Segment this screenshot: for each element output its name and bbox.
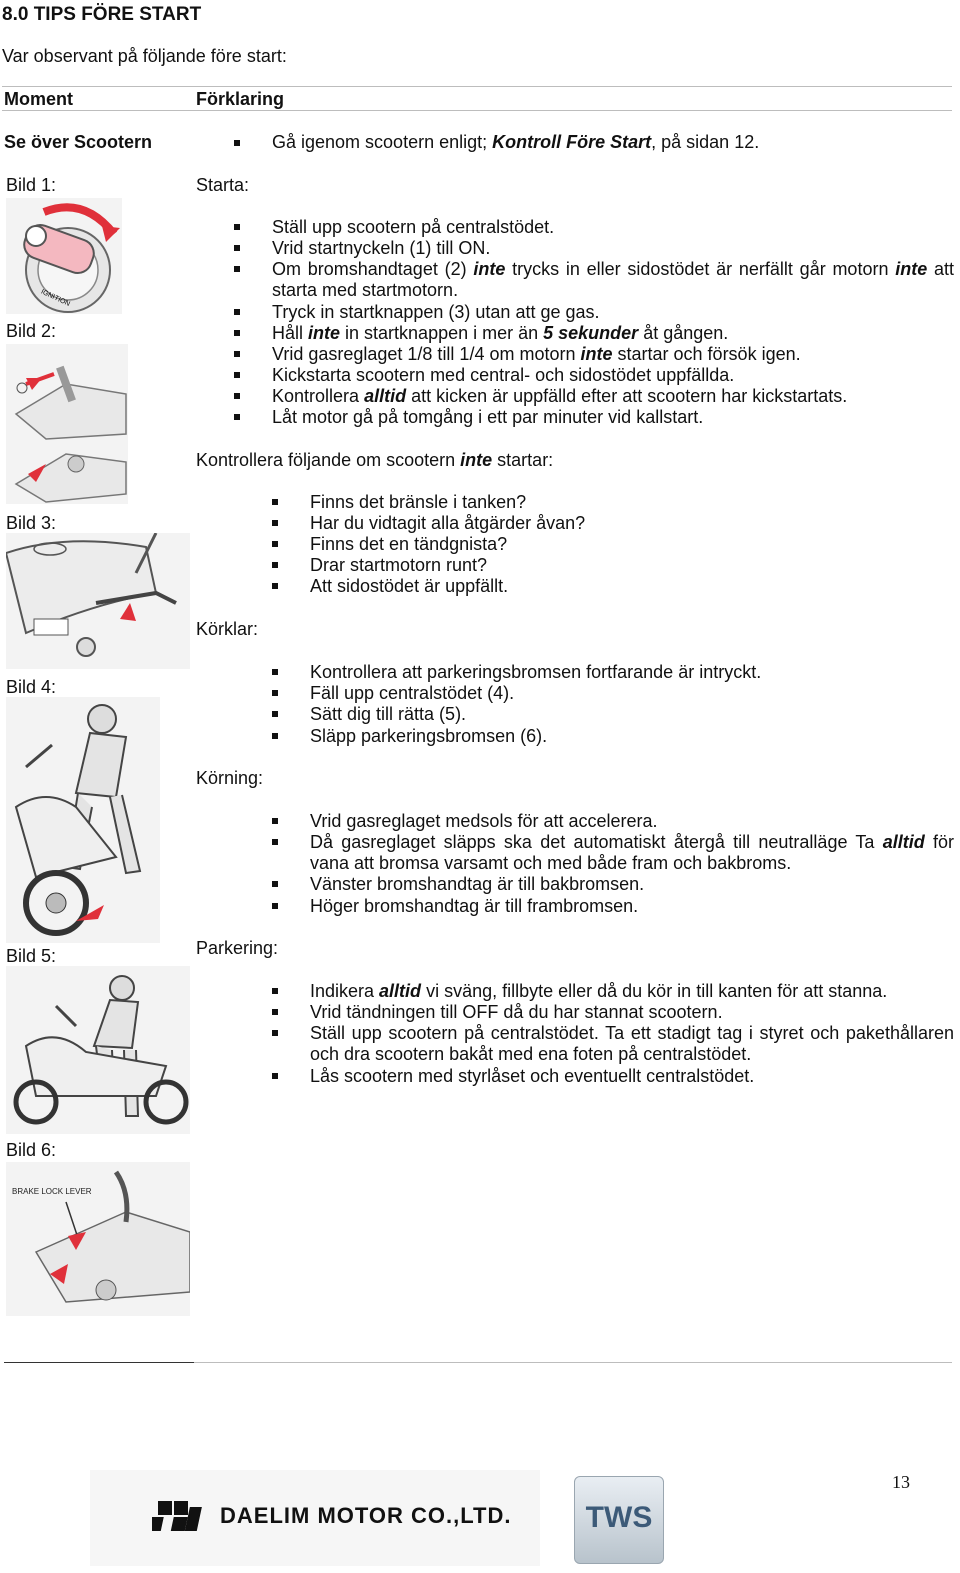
- bullet: [272, 988, 278, 994]
- korklar-item: Fäll upp centralstödet (4).: [272, 683, 952, 704]
- bullet: [272, 499, 278, 505]
- bullet: [272, 881, 278, 887]
- starta-step-2: Vrid startnyckeln (1) till ON.: [234, 238, 954, 259]
- korning-heading: Körning:: [196, 768, 264, 788]
- korklar-item: Släpp parkeringsbromsen (6).: [272, 726, 952, 747]
- bullet: [234, 140, 240, 146]
- bullet: [272, 711, 278, 717]
- parkering-item: Lås scootern med styrlåset och eventuellt centralstödet.: [272, 1066, 954, 1087]
- parkering-item: Vrid tändningen till OFF då du har stannat scootern.: [272, 1002, 954, 1023]
- table-end-rule-right: [194, 1362, 952, 1363]
- header-bottom-rule: [2, 110, 952, 111]
- parkering-item: Indikera alltid vi sväng, fillbyte eller då du kör in till kanten för att stanna.: [272, 981, 954, 1002]
- starta-step-8: Kontrollera alltid att kicken är uppfälld efter att scootern har kickstartats.: [234, 386, 954, 407]
- brake-lock-text: BRAKE LOCK LEVER: [12, 1187, 92, 1196]
- intro-text: Var observant på följande före start:: [2, 46, 287, 66]
- bullet: [234, 414, 240, 420]
- korning-item: Då gasreglaget släpps ska det automatiskt återgå till neutralläge Ta alltid för vana att bromsa varsamt och med både fram och bakbroms.: [272, 832, 954, 874]
- bullet: [272, 839, 278, 845]
- bullet: [272, 583, 278, 589]
- bullet: [234, 224, 240, 230]
- tws-logo: [574, 1476, 664, 1564]
- starta-step-5: Håll inte in startknappen i mer än 5 sekunder åt gången.: [234, 323, 954, 344]
- figure-label-6: Bild 6:: [6, 1140, 57, 1160]
- rider-mounting-illustration: [6, 697, 160, 943]
- bullet: [272, 562, 278, 568]
- bullet: [272, 1009, 278, 1015]
- bullet: [234, 266, 240, 272]
- bullet: [272, 1073, 278, 1079]
- figure-label-2: Bild 2:: [6, 321, 57, 341]
- figure-label-3: Bild 3:: [6, 513, 57, 533]
- bullet: [234, 309, 240, 315]
- figure-label-4: Bild 4:: [6, 677, 57, 697]
- check-item: Finns det bränsle i tanken?: [272, 492, 952, 513]
- table-end-rule-left: [4, 1362, 194, 1363]
- ignition-text: IGNITION: [39, 288, 71, 309]
- starta-step-1: Ställ upp scootern på centralstödet.: [234, 217, 954, 238]
- starta-step-7: Kickstarta scootern med central- och sidostödet uppfällda.: [234, 365, 954, 386]
- bullet: [234, 393, 240, 399]
- bullet: [272, 1030, 278, 1036]
- korning-item: Vänster bromshandtag är till bakbromsen.: [272, 874, 954, 895]
- brake-lock-lever-illustration: [6, 1162, 190, 1316]
- starta-step-4: Tryck in startknappen (3) utan att ge gas.: [234, 302, 954, 323]
- bullet: [272, 818, 278, 824]
- starta-step-3: Om bromshandtaget (2) inte trycks in eller sidostödet är nerfällt går motorn inte att starta med startmotorn.: [234, 259, 954, 301]
- starta-step-6: Vrid gasreglaget 1/8 till 1/4 om motorn inte startar och försök igen.: [234, 344, 954, 365]
- check-item: Har du vidtagit alla åtgärder åvan?: [272, 513, 952, 534]
- bullet: [234, 245, 240, 251]
- korklar-item: Kontrollera att parkeringsbromsen fortfarande är intryckt.: [272, 662, 952, 683]
- bullet: [272, 669, 278, 675]
- korklar-item: Sätt dig till rätta (5).: [272, 704, 952, 725]
- bullet: [234, 372, 240, 378]
- bullet: [272, 903, 278, 909]
- bullet: [272, 520, 278, 526]
- figure-label-5: Bild 5:: [6, 946, 57, 966]
- column-header-forklaring: Förklaring: [196, 89, 285, 109]
- bullet: [234, 330, 240, 336]
- daelim-company-name: DAELIM MOTOR CO.,LTD.: [220, 1503, 512, 1528]
- kickstart-illustration: [6, 533, 190, 669]
- check-heading: Kontrollera följande om scootern inte startar:: [196, 450, 554, 470]
- parkering-item: Ställ upp scootern på centralstödet. Ta ett stadigt tag i styret och pakethållaren och dra scootern bakåt med ena foten på centralstödet.: [272, 1023, 954, 1065]
- check-item: Finns det en tändgnista?: [272, 534, 952, 555]
- korklar-heading: Körklar:: [196, 619, 259, 639]
- parkering-heading: Parkering:: [196, 938, 279, 958]
- korning-item: Vrid gasreglaget medsols för att accelerera.: [272, 811, 954, 832]
- korning-item: Höger bromshandtag är till frambromsen.: [272, 896, 954, 917]
- header-top-rule: [2, 86, 952, 87]
- check-item: Drar startmotorn runt?: [272, 555, 952, 576]
- starta-heading: Starta:: [196, 175, 250, 195]
- bullet: [234, 351, 240, 357]
- bullet: [272, 733, 278, 739]
- handlebar-controls-illustration: [6, 344, 128, 504]
- section-title: 8.0 TIPS FÖRE START: [2, 4, 202, 25]
- inspect-label: Se över Scootern: [4, 132, 153, 152]
- inspect-item: Gå igenom scootern enligt; Kontroll Före Start, på sidan 12.: [234, 132, 934, 153]
- tws-logo-text: TWS: [585, 1501, 653, 1534]
- figure-label-1: Bild 1:: [6, 175, 57, 195]
- page-number: 13: [892, 1472, 910, 1492]
- ignition-key-illustration: [6, 198, 122, 314]
- bullet: [272, 541, 278, 547]
- starta-step-9: Låt motor gå på tomgång i ett par minuter vid kallstart.: [234, 407, 954, 428]
- bullet: [272, 690, 278, 696]
- daelim-logo-mark: [152, 1497, 212, 1542]
- column-header-moment: Moment: [4, 89, 73, 109]
- rider-seated-illustration: [6, 966, 190, 1134]
- check-item: Att sidostödet är uppfällt.: [272, 576, 952, 597]
